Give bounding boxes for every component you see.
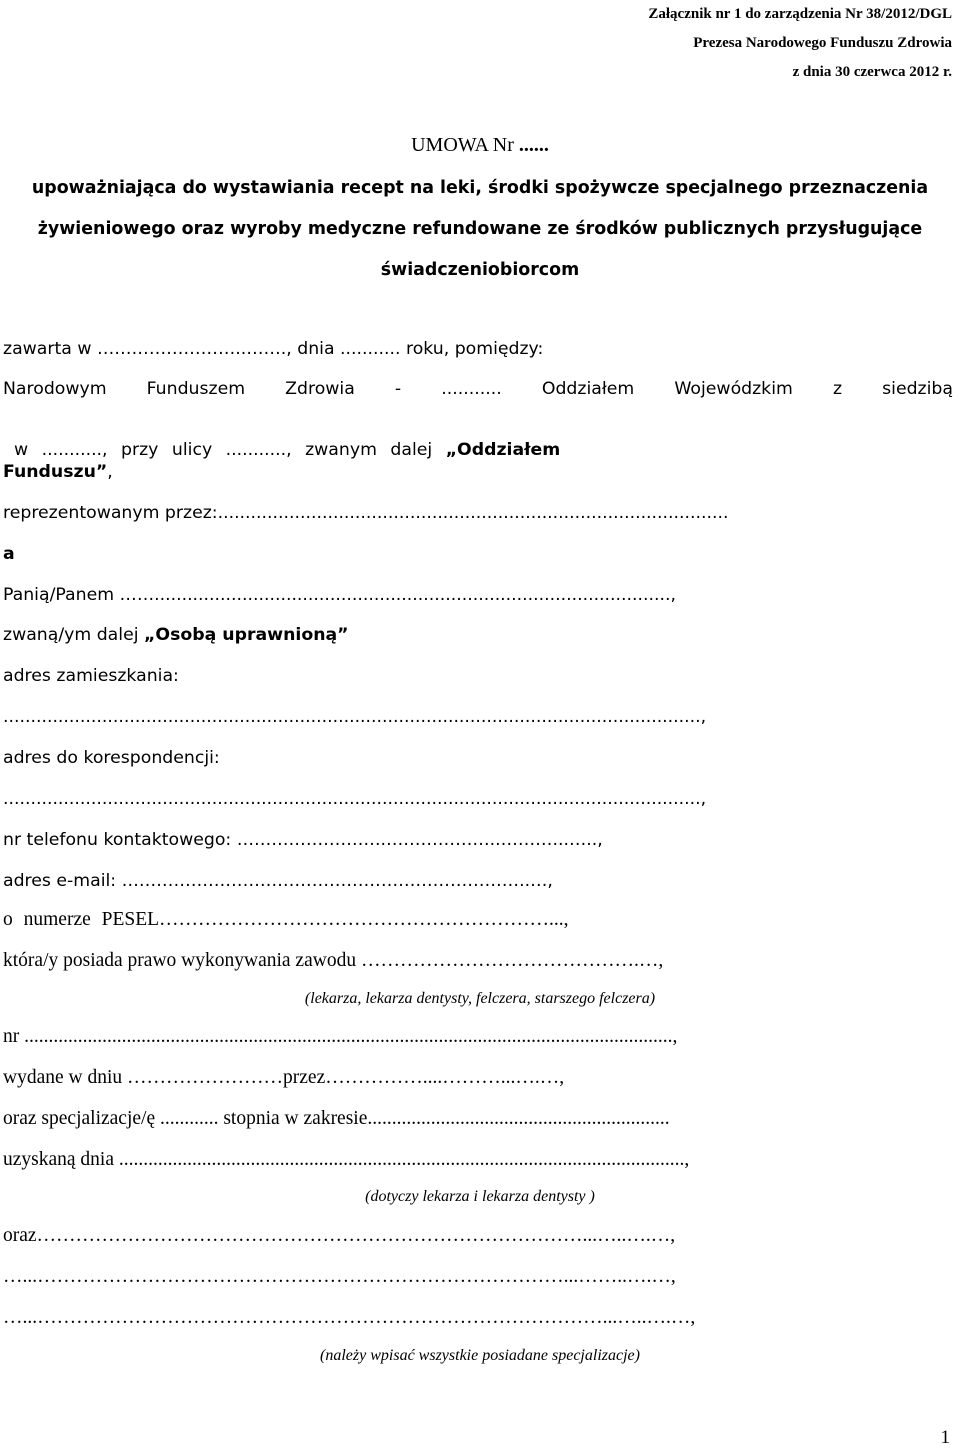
- zawarta-line: zawarta w ……………………..……., dnia ........... roku, pomiędzy:: [3, 339, 544, 359]
- adres-korespondencji-label: adres do korespondencji:: [3, 748, 220, 768]
- pesel-line: o numerze PESEL……………………………………………………...,: [3, 909, 569, 930]
- funduszu-line: Funduszu”,: [3, 462, 113, 482]
- title-block: [0, 128, 960, 291]
- adres-korespondencji-field: ...............................................................................................................................,: [3, 789, 707, 809]
- oddzial-label: „Oddziałem: [445, 440, 561, 460]
- subtitle-line-3: świadczeniobiorcom: [380, 260, 580, 280]
- specjalizacja-line: oraz specjalizacje/ę ............ stopnia w zakresie..............................................................: [3, 1108, 670, 1129]
- header-line-2: Prezesa Narodowego Funduszu Zdrowia: [693, 35, 952, 51]
- subtitle-line-1: upoważniająca do wystawiania recept na leki, środki spożywcze specjalnego przeznaczenia: [31, 178, 929, 198]
- zawod-note: (lekarza, lekarza dentysty, felczera, starszego felczera): [304, 990, 656, 1007]
- pania-line: Panią/Panem ……..............................................................................................,: [3, 585, 676, 605]
- specjalizacja-note: (dotyczy lekarza i lekarza dentysty ): [365, 1188, 595, 1205]
- subtitle-line-2: żywieniowego oraz wyroby medyczne refundowane ze środków publicznych przysługujące: [37, 219, 923, 239]
- adres-zamieszkania-field: ...............................................................................................................................,: [3, 707, 707, 727]
- reprezentowanym-line: reprezentowanym przez:.............................................................................................: [3, 503, 729, 523]
- contract-title: UMOWA Nr ......: [411, 134, 549, 156]
- zawod-line: która/y posiada prawo wykonywania zawodu …………………………………….…,: [3, 950, 664, 971]
- wydane-line: wydane w dniu ……………………przez……………....………...….…,: [3, 1067, 565, 1088]
- email-line: adres e-mail: ……………………………………………………………..…,: [3, 871, 553, 891]
- adres-zamieszkania-label: adres zamieszkania:: [3, 666, 179, 686]
- header-line-3: z dnia 30 czerwca 2012 r.: [792, 64, 952, 80]
- telefon-line: nr telefonu kontaktowego: ……………………..………………..………...…..,: [3, 830, 603, 850]
- oraz-continuation-2: …...……………………………………………………………………………...…..….…,: [3, 1307, 696, 1328]
- nr-line: nr .....................................................................................................................................,: [3, 1026, 678, 1047]
- siedziba-line: w ..........., przy ulicy ..........., zwanym dalej „Oddziałem: [14, 440, 561, 460]
- osoba-uprawniona-label: „Osobą uprawnioną”: [144, 625, 349, 645]
- specjalizacje-note: (należy wpisać wszystkie posiadane specjalizacje): [320, 1347, 640, 1364]
- oraz-continuation-1: …...………………………………………………………………………...……..….…,: [3, 1266, 676, 1287]
- attachment-header: [648, 0, 952, 87]
- oraz-line: oraz…………………………………………………………………………...…..….…,: [3, 1225, 676, 1246]
- page-number: 1: [940, 1427, 950, 1448]
- uzyskana-line: uzyskaną dnia ....................................................................................................................,: [3, 1149, 690, 1170]
- header-line-1: Załącznik nr 1 do zarządzenia Nr 38/2012/DGL: [648, 6, 952, 22]
- zwana-line: zwaną/ym dalej „Osobą uprawnioną”: [3, 625, 349, 645]
- a-line: a: [3, 544, 15, 564]
- nfz-line: Narodowym Funduszem Zdrowia - ........... Oddziałem Wojewódzkim z siedzibą: [3, 379, 953, 399]
